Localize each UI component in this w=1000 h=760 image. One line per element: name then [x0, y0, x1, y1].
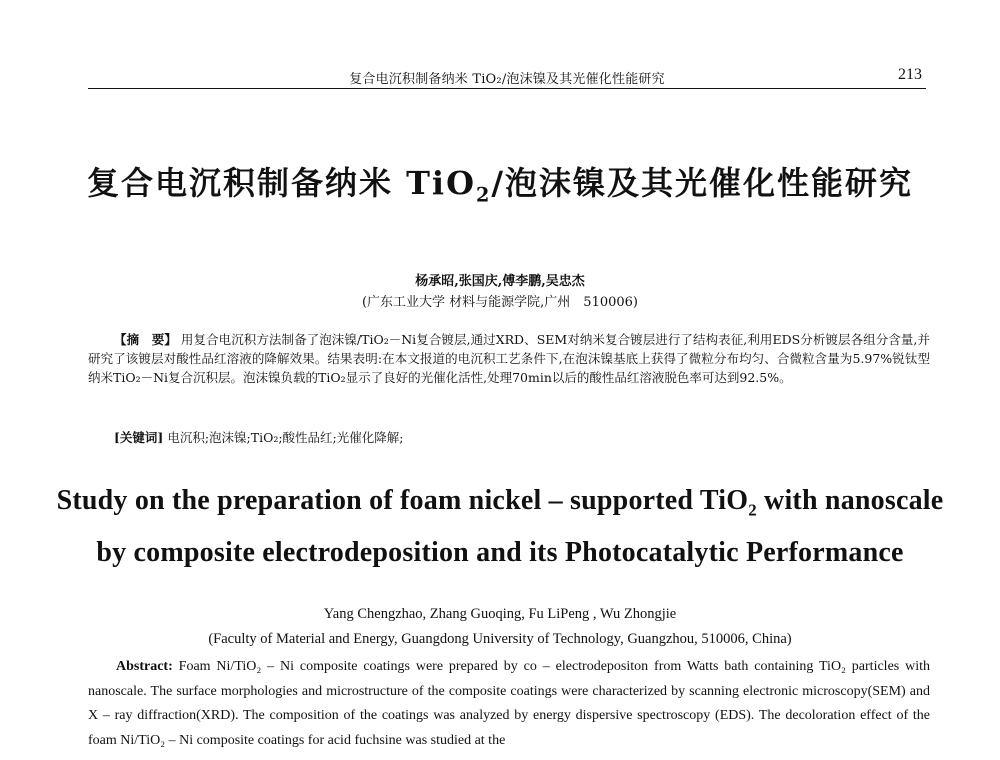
chinese-keywords-label: [关键词] [114, 430, 164, 445]
english-title-subscript: 2 [748, 500, 757, 520]
chinese-title-part2: /泡沫镍及其光催化性能研究 [491, 164, 914, 202]
page-number: 213 [898, 66, 922, 83]
english-authors: Yang Chengzhao, Zhang Guoqing, Fu LiPeng , Wu Zhongjie [323, 606, 677, 622]
english-title-part2: with nanoscale [756, 485, 944, 516]
chinese-title [0, 158, 1000, 206]
english-abstract [88, 655, 930, 753]
english-abstract-label: Abstract: [116, 659, 173, 674]
chinese-keywords [88, 428, 930, 447]
chinese-abstract-label: 【摘 要】 [114, 332, 177, 347]
english-title-part1: Study on the preparation of foam nickel – supported TiO [56, 485, 749, 516]
chinese-abstract-text: 用复合电沉积方法制备了泡沫镍/TiO₂－Ni复合镀层,通过XRD、SEM对纳米复合镀层进行了结构表征,利用EDS分析镀层各组分含量,并研究了该镀层对酸性品红溶液的降解效果。结果表明:在本文报道的电沉积工艺条件下,在泡沫镍基底上获得了微粒分布均匀、合微粒含量为5.97%锐钛型纳米TiO₂－Ni复合沉积层。泡沫镍负载的TiO₂显示了良好的光催化活性,处理70min以后的酸性品红溶液脱色率可达到92.5%。 [88, 332, 930, 385]
english-title-line2: by composite electrodeposition and its Photocatalytic Performance [96, 537, 904, 568]
english-title-line1 [0, 485, 1000, 521]
running-header [88, 66, 926, 89]
chinese-affiliation: (广东工业大学 材料与能源学院,广州 510006) [361, 295, 639, 310]
english-affiliation: (Faculty of Material and Energy, Guangdong University of Technology, Guangzhou, 510006, China) [208, 631, 792, 647]
chinese-authors: 杨承昭,张国庆,傅李鹏,吴忠杰 [415, 274, 585, 289]
chinese-abstract [88, 330, 930, 387]
chinese-title-part1: 复合电沉积制备纳米 TiO [86, 164, 476, 202]
chinese-title-subscript: 2 [475, 183, 492, 207]
english-abstract-text: Foam Ni/TiO₂ – Ni composite coatings were prepared by co – electrodepositon from Watts bath containing TiO₂ particles with nanoscale. The surface morphologies and microstructure of the composite coatings were characterized by scanning electronic microscopy(SEM) and X – ray diffraction(XRD). The composition of the coatings was analyzed by energy dispersive spectroscopy (EDS). The decoloration effect of the foam Ni/TiO₂ – Ni composite coatings for acid fuchsine was studied at the [88, 659, 930, 748]
chinese-keywords-text: 电沉积;泡沫镍;TiO₂;酸性品红;光催化降解; [167, 430, 404, 445]
running-title: 复合电沉积制备纳米 TiO₂/泡沫镍及其光催化性能研究 [349, 72, 665, 87]
